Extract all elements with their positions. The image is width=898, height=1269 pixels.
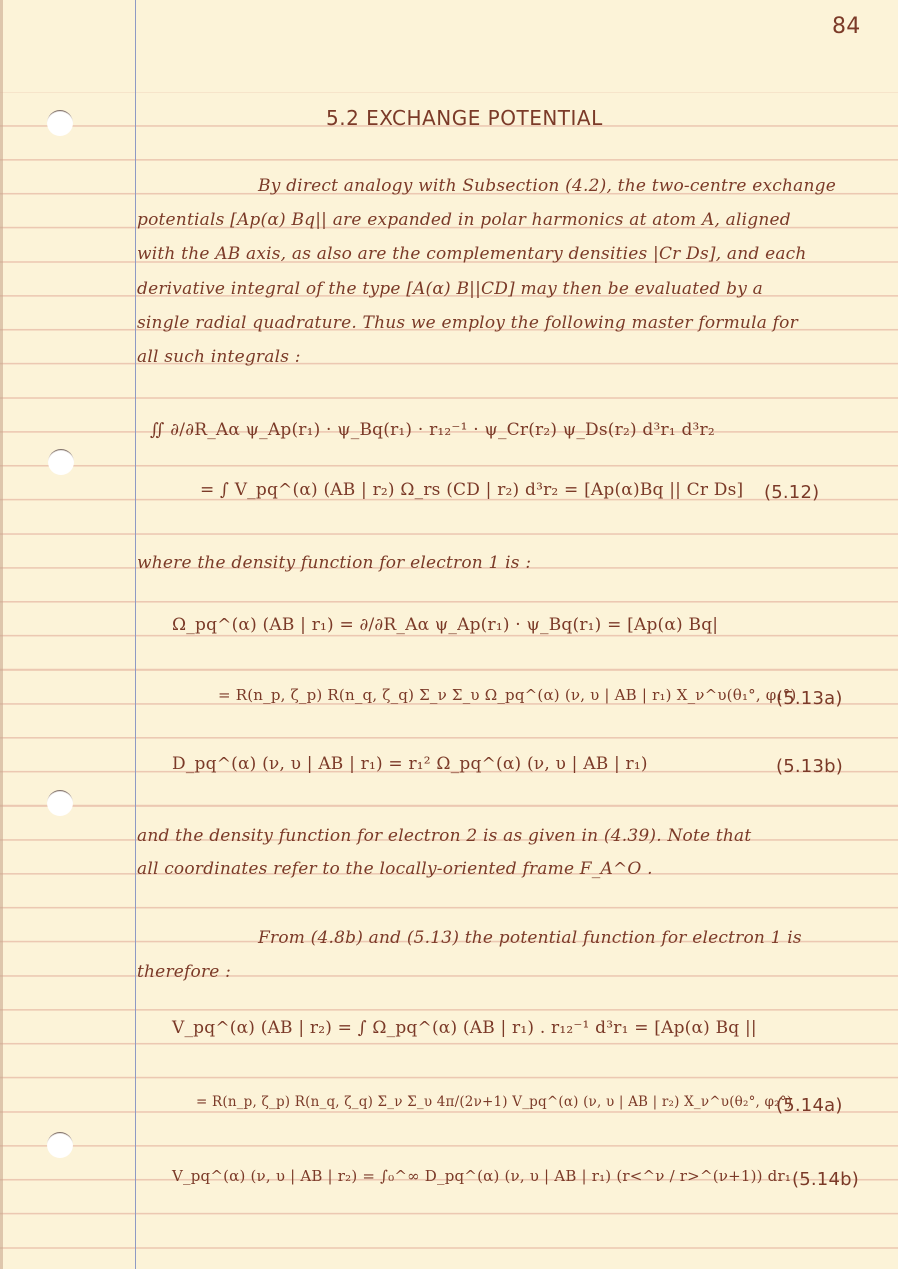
equation-number: (5.14a) bbox=[776, 1095, 843, 1116]
paragraph-line: and the density function for electron 2 is as given in (4.39). Note that bbox=[137, 826, 752, 846]
equation-5-12-line2: = ∫ V_pq^(α) (AB | r₂) Ω_rs (CD | r₂) d³r₂ = [Ap(α)Bq || Cr Ds] bbox=[200, 480, 744, 500]
equation-5-13b: D_pq^(α) (ν, υ | AB | r₁) = r₁² Ω_pq^(α) (ν, υ | AB | r₁) bbox=[172, 754, 648, 774]
equation-5-14a-line1: V_pq^(α) (AB | r₂) = ∫ Ω_pq^(α) (AB | r₁) . r₁₂⁻¹ d³r₁ = [Ap(α) Bq || bbox=[172, 1018, 757, 1038]
section-title: 5.2 EXCHANGE POTENTIAL bbox=[326, 106, 603, 130]
equation-number: (5.12) bbox=[764, 482, 820, 503]
equation-number: (5.13b) bbox=[776, 756, 843, 777]
paragraph-line: with the AB axis, as also are the complementary densities |Cr Ds], and each bbox=[137, 244, 807, 264]
equation-5-12-line1: ∬ ∂/∂R_Aα ψ_Ap(r₁) · ψ_Bq(r₁) · r₁₂⁻¹ · ψ_Cr(r₂) ψ_Ds(r₂) d³r₁ d³r₂ bbox=[150, 420, 715, 440]
paragraph-line: potentials [Ap(α) Bq|| are expanded in polar harmonics at atom A, aligned bbox=[137, 210, 791, 230]
paragraph-line: derivative integral of the type [A(α) B||CD] may then be evaluated by a bbox=[137, 279, 764, 299]
equation-number: (5.14b) bbox=[792, 1169, 859, 1190]
paragraph-line: all coordinates refer to the locally-oriented frame F_A^O . bbox=[137, 859, 653, 879]
punch-hole bbox=[48, 449, 74, 475]
punch-hole bbox=[47, 790, 73, 816]
paragraph-line: all such integrals : bbox=[137, 347, 301, 367]
page-number: 84 bbox=[832, 14, 861, 39]
paragraph-line: single radial quadrature. Thus we employ the following master formula for bbox=[137, 313, 798, 333]
paragraph-line: From (4.8b) and (5.13) the potential function for electron 1 is bbox=[258, 928, 802, 948]
punch-hole bbox=[47, 1132, 73, 1158]
equation-5-14a-line2: = R(n_p, ζ_p) R(n_q, ζ_q) Σ_ν Σ_υ 4π/(2ν+1) V_pq^(α) (ν, υ | AB | r₂) X_ν^υ(θ₂°, φ₂°) bbox=[196, 1094, 793, 1110]
page-edge bbox=[0, 0, 3, 1269]
paragraph-line: therefore : bbox=[137, 962, 232, 982]
equation-number: (5.13a) bbox=[776, 688, 843, 709]
equation-5-14b: V_pq^(α) (ν, υ | AB | r₂) = ∫₀^∞ D_pq^(α) (ν, υ | AB | r₁) (r<^ν / r>^(ν+1)) dr₁ bbox=[172, 1167, 792, 1185]
equation-5-13a-line2: = R(n_p, ζ_p) R(n_q, ζ_q) Σ_ν Σ_υ Ω_pq^(α) (ν, υ | AB | r₁) X_ν^υ(θ₁°, φ₁°) bbox=[218, 686, 797, 704]
paragraph-line: By direct analogy with Subsection (4.2), the two-centre exchange bbox=[258, 176, 836, 196]
equation-5-13a-line1: Ω_pq^(α) (AB | r₁) = ∂/∂R_Aα ψ_Ap(r₁) · ψ_Bq(r₁) = [Ap(α) Bq| bbox=[172, 615, 719, 635]
margin-line bbox=[135, 0, 136, 1269]
punch-hole bbox=[47, 110, 73, 136]
paragraph-line: where the density function for electron 1 is : bbox=[137, 553, 532, 573]
